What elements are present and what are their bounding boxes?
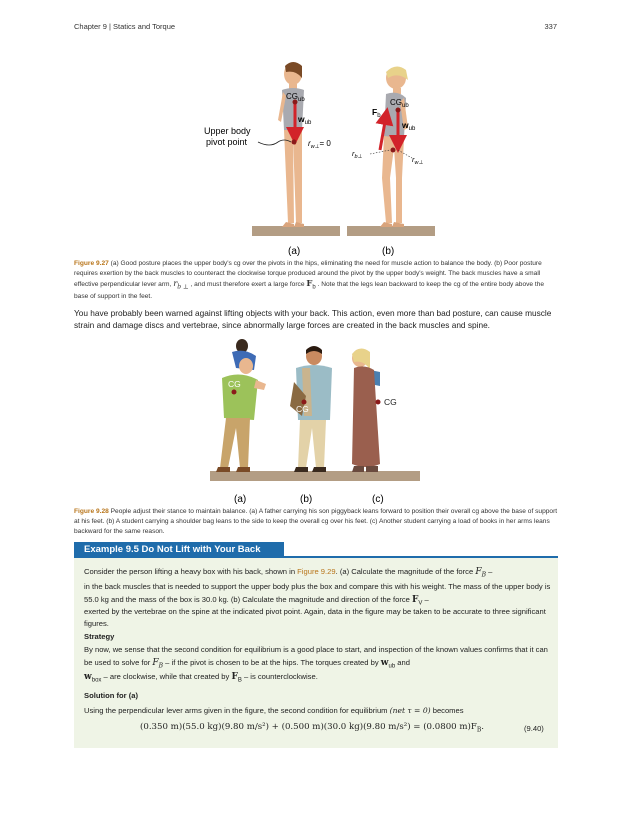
body-paragraph: You have probably been warned against lifting objects with your back. This action, even more than bad posture, can cause muscle strain and damage discs and vertebrae, since abnormally large forces are created in the back muscles and spine. <box>74 308 552 330</box>
cg-label-1: CG <box>228 379 241 389</box>
cg-label-b: $CG_{ub}$ <box>390 98 409 109</box>
pivot-dot-a <box>292 140 297 145</box>
rw-zero-label: $r_{w\perp}= 0$ <box>308 139 331 150</box>
pivot-label-1: Upper body <box>204 126 251 136</box>
pivot-label-2: pivot point <box>206 137 248 147</box>
cg-label-3: CG <box>384 397 397 407</box>
figure-9-29-link[interactable]: Figure 9.29 <box>297 567 336 576</box>
panel-b-label-927: (b) <box>382 246 395 257</box>
cg-dot-3 <box>376 400 381 405</box>
solution-heading: Solution for (a) <box>84 691 138 700</box>
father-carrying-child <box>216 339 266 472</box>
solution-text: Using the perpendicular lever arms given in the figure, the second condition for equilibrium (net τ = 0) becomes <box>84 706 464 715</box>
panel-c-label-928: (c) <box>372 494 384 505</box>
figure-9-28-caption: Figure 9.28 People adjust their stance to maintain balance. (a) A father carrying his son piggyback leans forward to position their overall cg above the base of support at his feet. (b) A student carrying a shoulder bag leans to the side to keep the overall cg over his feet. (c) Another student carrying a load of books in her arms leans backward for the same reason. <box>74 508 558 535</box>
cg-label-2: CG <box>296 404 309 414</box>
equation-9-40: (0.350 m)(55.0 kg)(9.80 m/s²) + (0.500 m)(30.0 kg)(9.80 m/s²) = (0.0800 $m)F_B$. <box>140 722 484 734</box>
rb-label: $r_{b\perp}$ <box>352 149 363 160</box>
equation-number: (9.40) <box>524 724 544 733</box>
strategy-text-2: $w_{box}$ – are clockwise, while that created by $F_B$ – is counterclockwise. <box>84 672 318 684</box>
example-problem-line1: Consider the person lifting a heavy box with his back, shown in Figure 9.29. (a) Calculate the magnitude of the force $F_B$ – <box>84 567 493 579</box>
caption-label: Figure 9.27 <box>74 260 109 267</box>
figure-9-28 <box>210 336 420 508</box>
student-with-books <box>352 348 380 472</box>
w-label-a: $w_{ub}$ <box>298 114 312 126</box>
figure-9-27-caption: Figure 9.27 (a) Good posture places the upper body's cg over the pivots in the hips, eliminating the need for muscle action to balance the body. (b) Poor posture requires exertion by the back muscles to counteract the clockwise torque produced around the pivot by the upper body's weight. The back muscles have a small effective perpendicular lever arm, $r_{b \perp}$ , and must therefore exert a large force $F_b$ . Note that the legs lean backward to keep the cg of the entire body above the base of support in the feet. <box>74 260 545 301</box>
strategy-text: By now, we sense that the second condition for equilibrium is a good place to start, and inspection of the known values confirms that it can be used to solve for $F_B$ – if the pivot is chosen to be at the hips. The torques created by $w_{ub}$ and <box>84 645 548 670</box>
fb-label: $F_b$ <box>372 107 381 119</box>
example-problem-body: in the back muscles that is needed to support the upper body plus the box and compare this with his weight. The mass of the upper body is 55.0 kg and the mass of the box is 30.0 kg. (b) Calculate the magnitude and direction of the force $F_V$ – <box>84 582 551 607</box>
person-good-posture <box>278 62 304 227</box>
chapter-header: Chapter 9 | Statics and Torque <box>74 22 176 31</box>
floor-b <box>347 226 435 236</box>
panel-a-label-928: (a) <box>234 494 247 505</box>
panel-b-label-928: (b) <box>300 494 313 505</box>
floor-928 <box>210 471 420 481</box>
example-title: Example 9.5 Do Not Lift with Your Back <box>74 542 284 557</box>
strategy-heading: Strategy <box>84 632 115 641</box>
floor-a <box>252 226 340 236</box>
pivot-dot-b <box>391 148 396 153</box>
person-poor-posture <box>380 66 408 227</box>
example-problem-end: exerted by the vertebrae on the spine at the indicated pivot point. Again, data in the figure may be taken to be accurate to three significant figures. <box>84 607 546 628</box>
figure-9-27 <box>190 58 450 258</box>
rw-label-b: $r_{w\perp}$ <box>412 155 424 166</box>
cg-dot-1 <box>232 390 237 395</box>
cg-dot-b <box>396 108 401 113</box>
w-label-b: $w_{ub}$ <box>402 120 416 132</box>
page-number: 337 <box>544 22 557 31</box>
panel-a-label-927: (a) <box>288 246 301 257</box>
cg-label-a: $CG_{ub}$ <box>286 92 305 103</box>
